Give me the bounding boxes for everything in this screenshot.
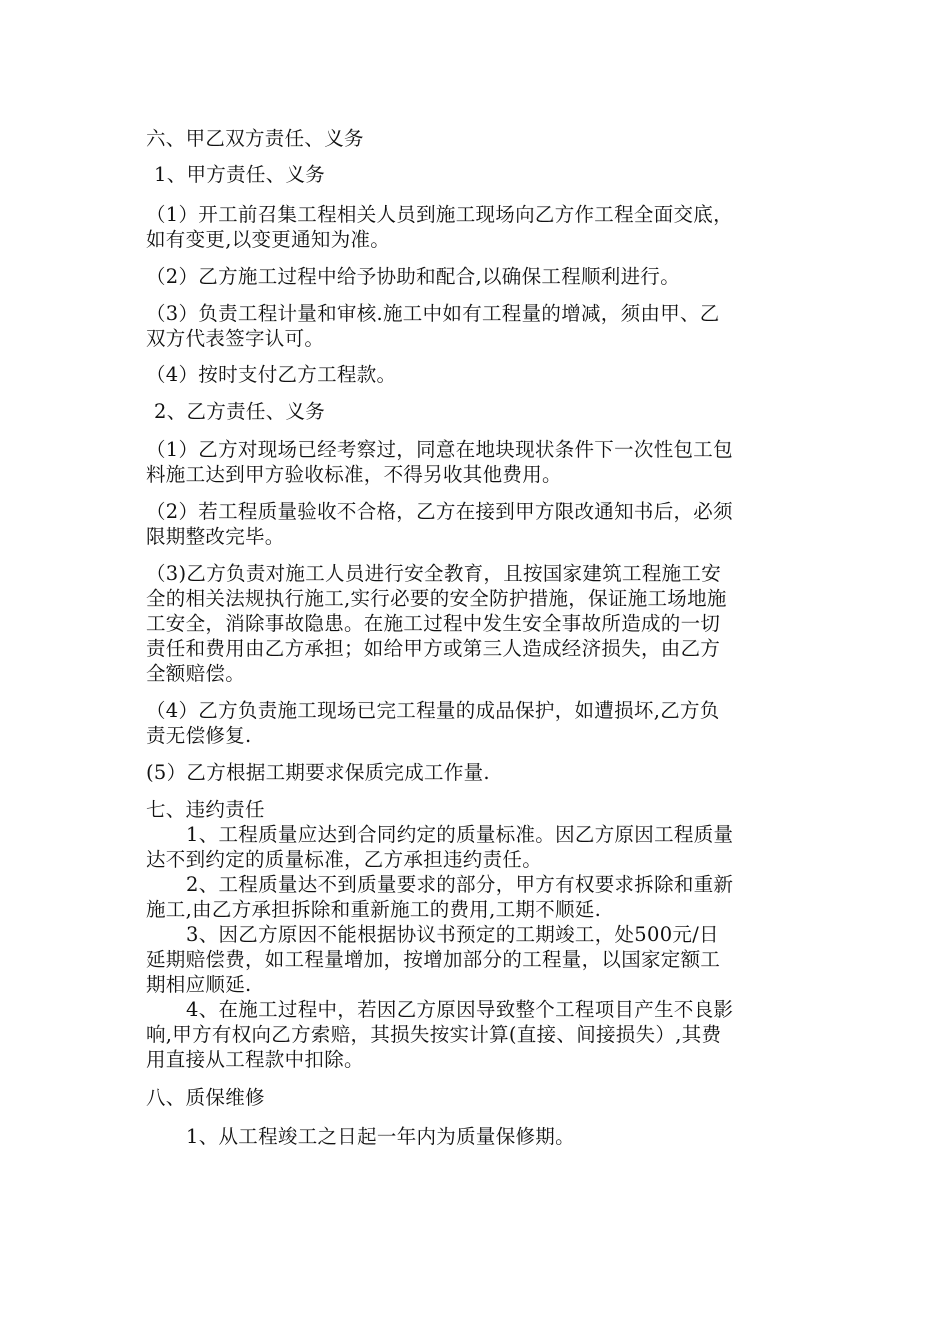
section-7-heading: 七、违约责任	[146, 798, 265, 821]
section-7-item-2-line-2: 施工,由乙方承担拆除和重新施工的费用,工期不顺延.	[146, 898, 602, 921]
party-b-item-1-line-1: （1）乙方对现场已经考察过，同意在地块现状条件下一次性包工包	[146, 438, 733, 461]
party-a-item-3-line-2: 双方代表签字认可。	[146, 327, 325, 350]
section-7-item-3-line-3: 期相应顺延.	[146, 973, 252, 996]
section-7-item-1-line-1: 1、工程质量应达到合同约定的质量标准。因乙方原因工程质量	[186, 823, 734, 846]
party-b-item-3-line-1: （3)乙方负责对施工人员进行安全教育，且按国家建筑工程施工安	[146, 562, 722, 585]
section-8-item-1-line-1: 1、从工程竣工之日起一年内为质量保修期。	[186, 1125, 575, 1148]
party-b-item-3-line-4: 责任和费用由乙方承担；如给甲方或第三人造成经济损失，由乙方	[146, 637, 721, 660]
party-b-item-2-line-1: （2）若工程质量验收不合格，乙方在接到甲方限改通知书后，必须	[146, 500, 733, 523]
section-7-item-2-line-1: 2、工程质量达不到质量要求的部分，甲方有权要求拆除和重新	[186, 873, 734, 896]
section-7-item-4-line-2: 响,甲方有权向乙方索赔，其损失按实计算(直接、间接损失）,其费	[146, 1023, 722, 1046]
party-a-item-2-line-1: （2）乙方施工过程中给予协助和配合,以确保工程顺利进行。	[146, 265, 681, 288]
party-b-item-1-line-2: 料施工达到甲方验收标准，不得另收其他费用。	[146, 463, 562, 486]
party-b-item-4-line-2: 责无偿修复.	[146, 724, 252, 747]
party-a-heading: 1、甲方责任、义务	[154, 163, 326, 186]
party-b-item-3-line-2: 全的相关法规执行施工,实行必要的安全防护措施，保证施工场地施	[146, 587, 727, 610]
party-b-item-3-line-5: 全额赔偿。	[146, 662, 246, 685]
party-a-item-3-line-1: （3）负责工程计量和审核.施工中如有工程量的增减，须由甲、乙	[146, 302, 720, 325]
section-7-item-3-line-2: 延期赔偿费，如工程量增加，按增加部分的工程量，以国家定额工	[146, 948, 721, 971]
party-a-item-1-line-2: 如有变更,以变更通知为准。	[146, 228, 391, 251]
party-a-item-1-line-1: （1）开工前召集工程相关人员到施工现场向乙方作工程全面交底，	[146, 203, 733, 226]
section-7-item-4-line-1: 4、在施工过程中，若因乙方原因导致整个工程项目产生不良影	[186, 998, 734, 1021]
section-6-heading: 六、甲乙双方责任、义务	[146, 127, 364, 150]
section-7-item-1-line-2: 达不到约定的质量标准，乙方承担违约责任。	[146, 848, 543, 871]
party-b-item-3-line-3: 工安全，消除事故隐患。在施工过程中发生安全事故所造成的一切	[146, 612, 721, 635]
party-b-item-4-line-1: （4）乙方负责施工现场已完工程量的成品保护，如遭损坏,乙方负	[146, 699, 720, 722]
section-7-item-3-line-1: 3、因乙方原因不能根据协议书预定的工期竣工，处500元/日	[186, 923, 719, 946]
party-b-heading: 2、乙方责任、义务	[154, 400, 326, 423]
section-7-item-4-line-3: 用直接从工程款中扣除。	[146, 1048, 364, 1071]
section-8-heading: 八、质保维修	[146, 1086, 265, 1109]
party-b-item-2-line-2: 限期整改完毕。	[146, 525, 285, 548]
party-a-item-4-line-1: （4）按时支付乙方工程款。	[146, 363, 397, 386]
party-b-item-5-line-1: (5）乙方根据工期要求保质完成工作量.	[146, 761, 490, 784]
